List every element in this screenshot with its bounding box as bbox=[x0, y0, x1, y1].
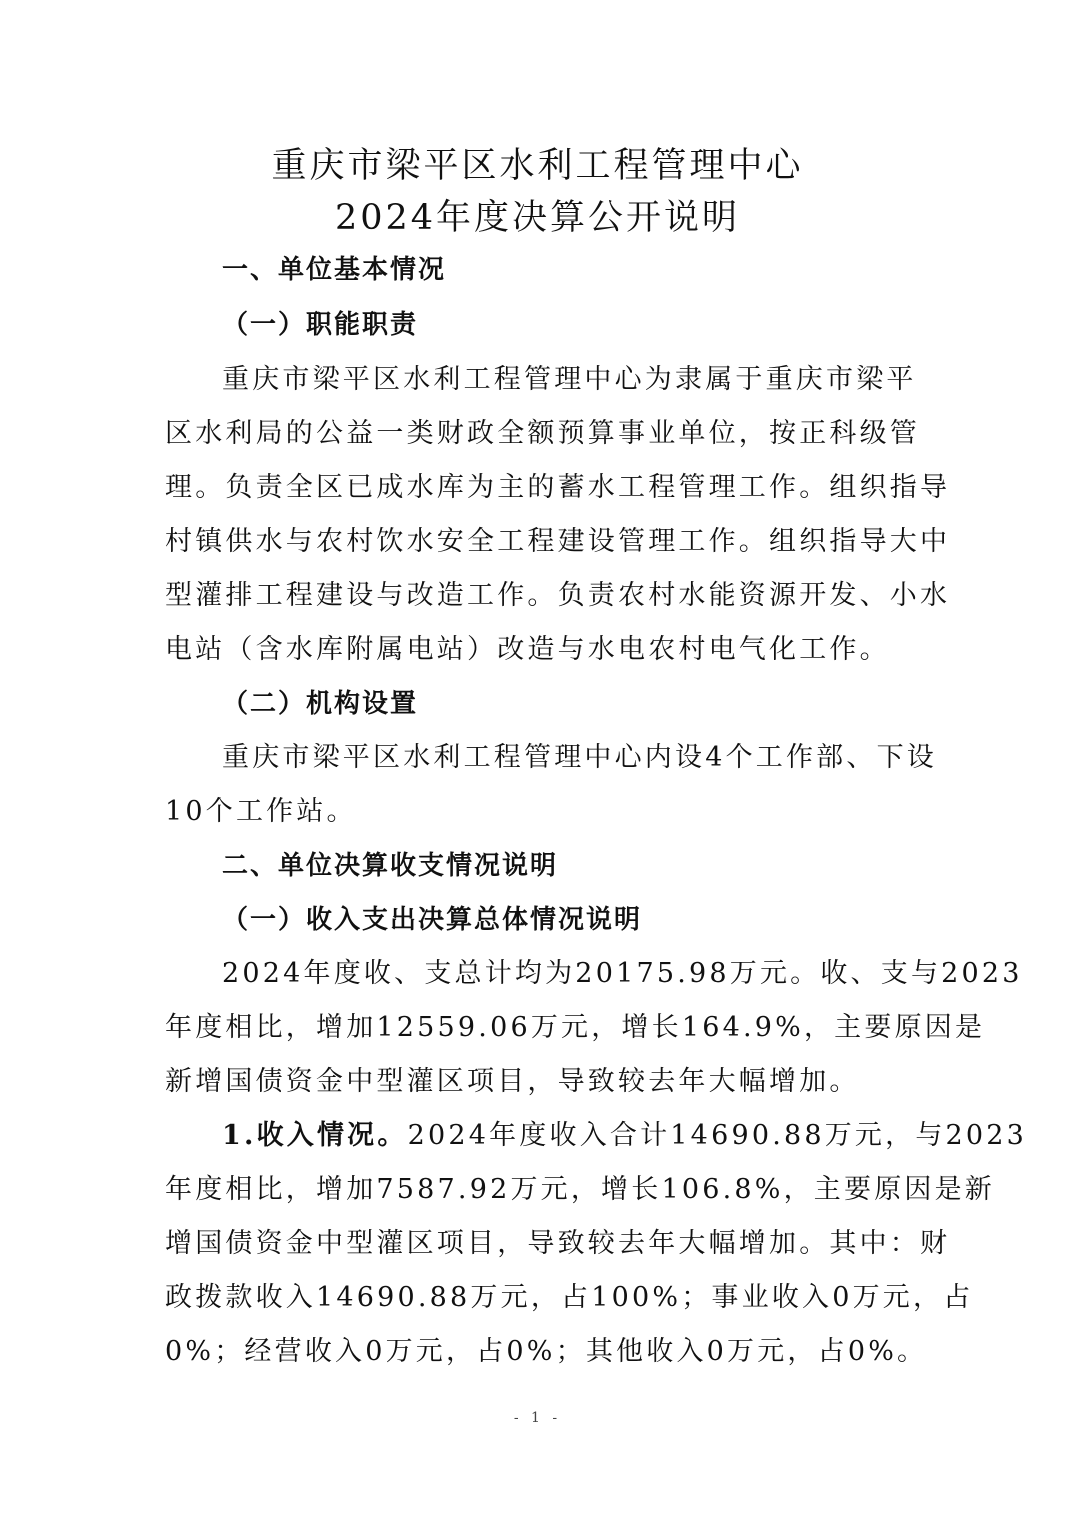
paragraph-line: 2024年度收、支总计均为20175.98万元。收、支与2023 bbox=[222, 958, 1023, 989]
paragraph-line: 0%；经营收入0万元，占0%；其他收入0万元，占0%。 bbox=[165, 1336, 928, 1367]
income-paragraph-first-line bbox=[222, 1116, 1028, 1156]
paragraph-line: 年度相比，增加12559.06万元，增长164.9%，主要原因是 bbox=[165, 1012, 986, 1043]
section1-heading: 一、单位基本情况 bbox=[222, 255, 447, 285]
income-label: 1.收入情况。 bbox=[222, 1120, 408, 1151]
paragraph-line: 政拨款收入14690.88万元，占100%；事业收入0万元，占 bbox=[165, 1282, 974, 1313]
paragraph-line: 村镇供水与农村饮水安全工程建设管理工作。组织指导大中 bbox=[165, 526, 951, 557]
paragraph-line: 重庆市梁平区水利工程管理中心内设4个工作部、下设 bbox=[222, 742, 937, 773]
document-title-line1: 重庆市梁平区水利工程管理中心 bbox=[271, 146, 804, 186]
section1-sub2-heading: （二）机构设置 bbox=[222, 689, 419, 719]
paragraph-line: 10个工作站。 bbox=[165, 796, 357, 827]
paragraph-line: 区水利局的公益一类财政全额预算事业单位，按正科级管 bbox=[165, 418, 920, 449]
paragraph-line: 新增国债资金中型灌区项目，导致较去年大幅增加。 bbox=[165, 1066, 860, 1097]
section1-sub1-heading: （一）职能职责 bbox=[222, 310, 419, 340]
paragraph-line: 重庆市梁平区水利工程管理中心为隶属于重庆市梁平 bbox=[222, 364, 917, 395]
income-text: 2024年度收入合计14690.88万元，与2023 bbox=[407, 1120, 1028, 1151]
paragraph-line: 增国债资金中型灌区项目，导致较去年大幅增加。其中：财 bbox=[165, 1228, 951, 1259]
page-number: - 1 - bbox=[513, 1410, 562, 1426]
paragraph-line: 年度相比，增加7587.92万元，增长106.8%，主要原因是新 bbox=[165, 1174, 996, 1205]
section2-sub1-heading: （一）收入支出决算总体情况说明 bbox=[222, 905, 643, 935]
paragraph-line: 电站（含水库附属电站）改造与水电农村电气化工作。 bbox=[165, 634, 890, 665]
paragraph-line: 理。负责全区已成水库为主的蓄水工程管理工作。组织指导 bbox=[165, 472, 951, 503]
section2-heading: 二、单位决算收支情况说明 bbox=[222, 851, 559, 881]
paragraph-line: 型灌排工程建设与改造工作。负责农村水能资源开发、小水 bbox=[165, 580, 951, 611]
document-title-line2: 2024年度决算公开说明 bbox=[334, 198, 741, 238]
